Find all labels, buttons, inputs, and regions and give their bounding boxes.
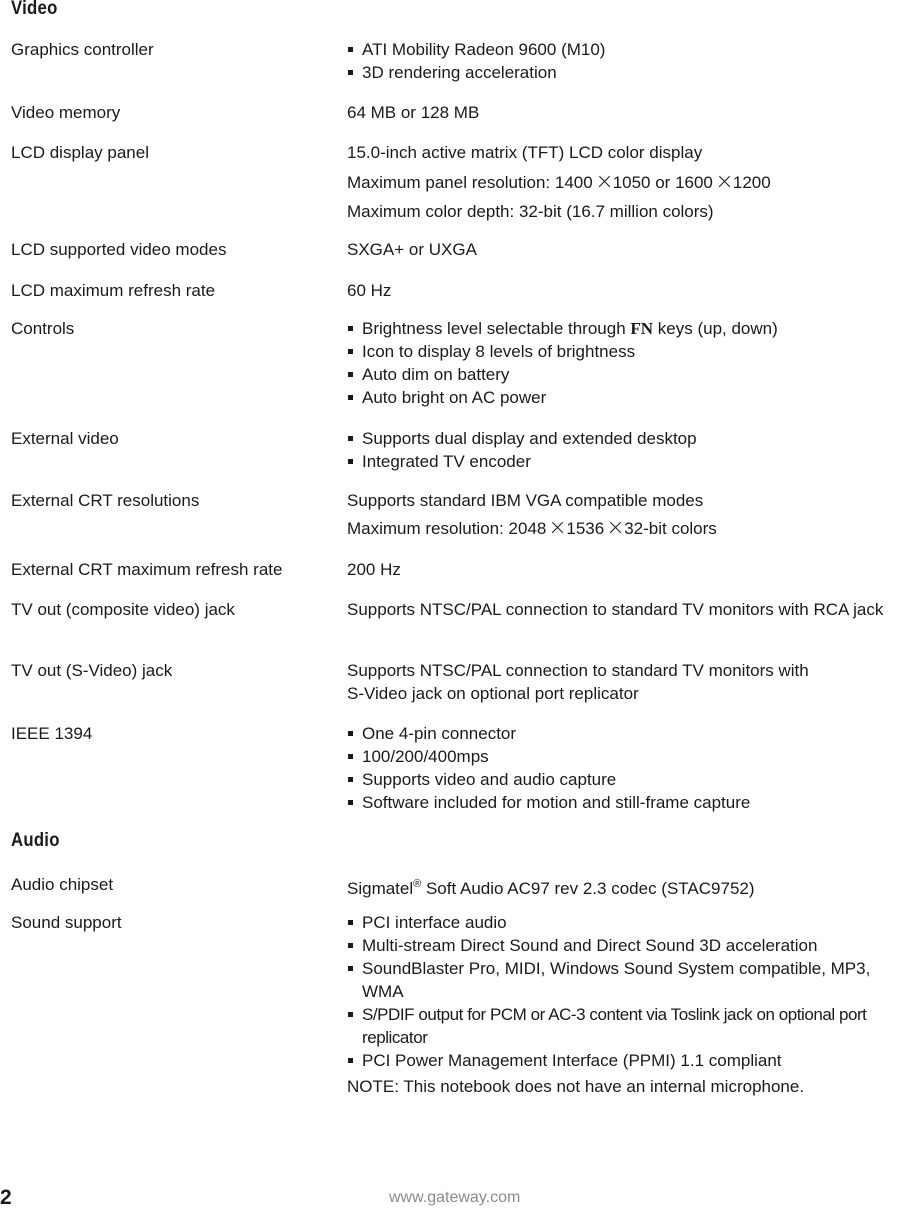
- list-item: Auto bright on AC power: [347, 386, 778, 409]
- spec-label-external-crt-refresh: External CRT maximum refresh rate: [11, 560, 283, 579]
- spec-value-crt-max-resolution: [347, 517, 717, 540]
- spec-value-external-video: [347, 427, 697, 473]
- section-heading-audio: Audio: [11, 830, 60, 851]
- spec-value-crt-modes: Supports standard IBM VGA compatible modes: [347, 491, 704, 510]
- spec-value-audio-chipset: [347, 873, 755, 900]
- spec-label-graphics-controller: Graphics controller: [11, 40, 154, 59]
- resolution-text: 32-bit colors: [624, 519, 717, 538]
- list-item: [347, 317, 778, 340]
- list-item: Supports dual display and extended desktop: [347, 427, 697, 450]
- spec-value-lcd-display-type: 15.0-inch active matrix (TFT) LCD color display: [347, 143, 703, 162]
- resolution-text: Maximum panel resolution: 1400: [347, 173, 593, 192]
- multiply-icon: [593, 175, 613, 189]
- resolution-text: 1200: [732, 173, 771, 192]
- multiply-icon: [713, 175, 733, 189]
- list-item: 100/200/400mps: [347, 745, 750, 768]
- spec-value-lcd-max-resolution: [347, 171, 771, 194]
- spec-value-controls: [347, 317, 778, 409]
- spec-label-lcd-refresh: LCD maximum refresh rate: [11, 281, 216, 300]
- spec-label-tv-out-svideo: TV out (S-Video) jack: [11, 661, 173, 680]
- list-item: One 4-pin connector: [347, 722, 750, 745]
- spec-value-lcd-refresh: 60 Hz: [347, 281, 392, 300]
- section-heading-video: Video: [11, 0, 58, 19]
- bullet-text: Brightness level selectable through: [362, 319, 631, 338]
- spec-value-lcd-color-depth: Maximum color depth: 32-bit (16.7 million colors): [347, 202, 714, 221]
- spec-value-sound-support: [347, 911, 901, 1072]
- multiply-icon: [604, 521, 624, 535]
- list-item: Multi-stream Direct Sound and Direct Sound 3D acceleration: [347, 934, 901, 957]
- spec-label-tv-out-composite: TV out (composite video) jack: [11, 600, 235, 619]
- chipset-brand: Sigmatel: [347, 879, 414, 898]
- spec-value-video-memory: 64 MB or 128 MB: [347, 103, 480, 122]
- list-item: 3D rendering acceleration: [347, 61, 605, 84]
- spec-label-lcd-video-modes: LCD supported video modes: [11, 240, 227, 259]
- spec-label-lcd-display-panel: LCD display panel: [11, 143, 149, 162]
- page-number: 2: [0, 1186, 12, 1209]
- spec-label-video-memory: Video memory: [11, 103, 121, 122]
- spec-value-tv-out-svideo: Supports NTSC/PAL connection to standard TV monitors with: [347, 661, 809, 680]
- resolution-text: Maximum resolution: 2048: [347, 519, 547, 538]
- spec-label-audio-chipset: Audio chipset: [11, 875, 114, 894]
- spec-value-tv-out-svideo-cont: S-Video jack on optional port replicator: [347, 684, 639, 703]
- list-item: Icon to display 8 levels of brightness: [347, 340, 778, 363]
- spec-label-ieee1394: IEEE 1394: [11, 724, 93, 743]
- list-item: S/PDIF output for PCM or AC-3 content via Toslink jack on optional port replicator: [347, 1003, 901, 1049]
- list-item: Auto dim on battery: [347, 363, 778, 386]
- registered-mark: ®: [413, 878, 422, 890]
- spec-value-external-crt-refresh: 200 Hz: [347, 560, 401, 579]
- list-item: ATI Mobility Radeon 9600 (M10): [347, 38, 605, 61]
- spec-label-sound-support: Sound support: [11, 913, 122, 932]
- spec-value-lcd-video-modes: SXGA+ or UXGA: [347, 240, 477, 259]
- spec-value-tv-out-composite: Supports NTSC/PAL connection to standard TV monitors with RCA jack: [347, 600, 884, 619]
- spec-label-external-crt-resolutions: External CRT resolutions: [11, 491, 200, 510]
- list-item: Integrated TV encoder: [347, 450, 697, 473]
- spec-value-graphics-controller: [347, 38, 605, 84]
- chipset-desc: Soft Audio AC97 rev 2.3 codec (STAC9752): [421, 879, 755, 898]
- list-item: SoundBlaster Pro, MIDI, Windows Sound System compatible, MP3, WMA: [347, 957, 897, 1003]
- spec-note: NOTE: This notebook does not have an internal microphone.: [347, 1077, 805, 1096]
- fn-key-label: FN: [630, 319, 654, 338]
- footer-url: www.gateway.com: [389, 1189, 521, 1206]
- list-item: Software included for motion and still-frame capture: [347, 791, 750, 814]
- resolution-text: 1536: [566, 519, 605, 538]
- spec-label-controls: Controls: [11, 319, 75, 338]
- list-item: PCI interface audio: [347, 911, 901, 934]
- spec-value-ieee1394: [347, 722, 750, 814]
- list-item: Supports video and audio capture: [347, 768, 750, 791]
- bullet-text: keys (up, down): [653, 319, 778, 338]
- multiply-icon: [546, 521, 566, 535]
- spec-label-external-video: External video: [11, 429, 119, 448]
- list-item: PCI Power Management Interface (PPMI) 1.1 compliant: [347, 1049, 901, 1072]
- resolution-text: 1050 or 1600: [612, 173, 713, 192]
